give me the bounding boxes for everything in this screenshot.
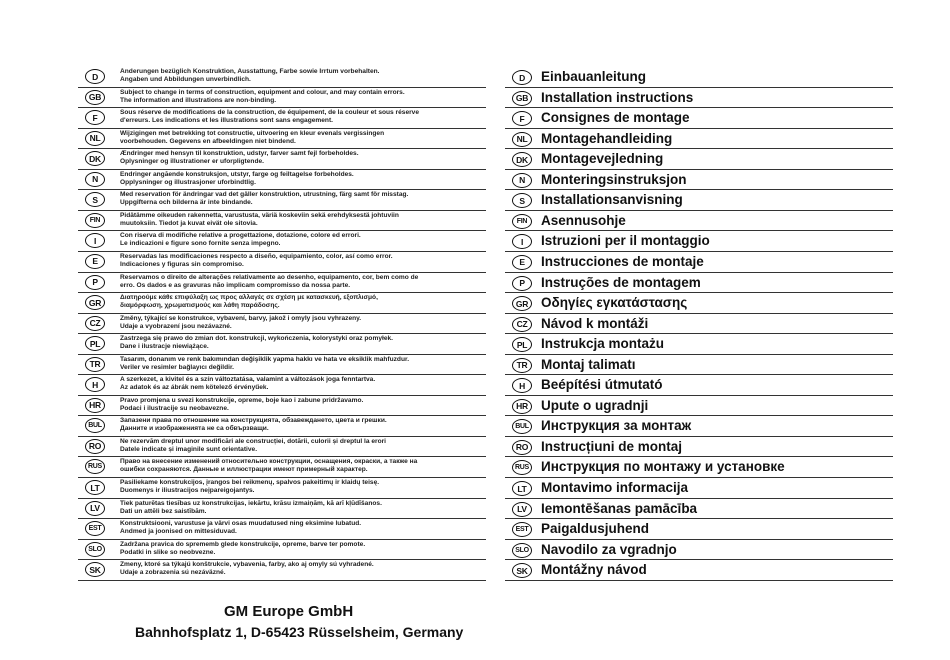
instruction-title: Instruções de montagem (541, 274, 701, 290)
row-divider-left (78, 148, 486, 149)
instruction-title: Iemontēšanas pamācība (541, 500, 698, 516)
row-divider-left (78, 395, 486, 396)
language-badge-right: LV (512, 502, 532, 517)
disclaimer-line-2: Dane i ilustracje niewiążące. (120, 343, 209, 351)
language-badge-left: NL (85, 131, 105, 146)
instruction-title: Montážny návod (541, 562, 647, 578)
row-divider-left (78, 333, 486, 334)
row-divider-left (78, 354, 486, 355)
language-badge-left: TR (85, 357, 105, 372)
language-badge-right: D (512, 70, 532, 85)
language-badge-left: P (85, 275, 105, 290)
language-badge-right: FIN (512, 214, 532, 229)
language-badge-right: S (512, 193, 532, 208)
row-divider-right (505, 559, 893, 560)
disclaimer-line-2: Veriler ve resimler bağlayıcı değildir. (120, 363, 234, 371)
instruction-title: Montaj talimatı (541, 356, 636, 372)
language-badge-left: EST (85, 521, 105, 536)
disclaimer-line-1: Право на внесение изменений относительно конструкции, оснащения, окраски, а также на (120, 458, 418, 466)
disclaimer-line-2: Uppgifterna och bilderna är inte bindande. (120, 199, 253, 207)
instruction-title: Upute o ugradnji (541, 397, 649, 413)
disclaimer-line-2: muutoksiin. Tiedot ja kuvat eivät ole sitovia. (120, 219, 258, 227)
disclaimer-line-2: Údaje a zobrazenia sú nezáväzné. (120, 569, 226, 577)
row-divider-left (78, 415, 486, 416)
disclaimer-line-2: Opplysninger og illustrasjoner uforbindtlig. (120, 178, 256, 186)
instruction-title: Installation instructions (541, 89, 694, 105)
instruction-title: Οδηγίες εγκατάστασης (541, 295, 688, 311)
row-divider-right (505, 148, 893, 149)
instruction-title: Monteringsinstruksjon (541, 171, 687, 187)
disclaimer-line-1: A szerkezet, a kivitel és a szín változtatása, valamint a változások joga fenntartva. (120, 376, 376, 384)
disclaimer-line-1: Med reservation för ändringar vad det gäller konstruktion, utrustning, färg samt för misstag. (120, 191, 409, 199)
disclaimer-line-1: Reservamos o direito de alterações relativamente ao desenho, equipamento, cor, bem como de (120, 273, 419, 281)
row-divider-right (505, 539, 893, 540)
language-badge-left: GB (85, 90, 105, 105)
row-divider-right (505, 374, 893, 375)
disclaimer-line-2: The information and illustrations are non-binding. (120, 96, 277, 104)
language-badge-left: FIN (85, 213, 105, 228)
language-badge-right: I (512, 234, 532, 249)
language-badge-left: SK (85, 562, 105, 577)
instruction-title: Navodilo za vgradnjo (541, 541, 677, 557)
disclaimer-line-1: Sous réserve de modifications de la construction, de équipement, de la couleur et sous réserve (120, 109, 420, 117)
row-divider-right (505, 395, 893, 396)
language-badge-right: TR (512, 358, 532, 373)
footer-company: GM Europe GmbH (224, 603, 354, 620)
row-divider-right (505, 230, 893, 231)
instruction-title: Montagevejledning (541, 151, 664, 167)
row-divider-right (505, 456, 893, 457)
row-divider-right (505, 498, 893, 499)
language-badge-right: CZ (512, 317, 532, 332)
footer-address: Bahnhofsplatz 1, D-65423 Rüsselsheim, Germany (135, 624, 464, 640)
disclaimer-line-2: Данните и изображенията не са обвързващи. (120, 425, 269, 433)
language-badge-right: SK (512, 563, 532, 578)
disclaimer-line-2: Indicaciones y figuras sin compromiso. (120, 260, 244, 268)
language-badge-right: PL (512, 337, 532, 352)
row-divider-left (78, 189, 486, 190)
row-divider-left (78, 313, 486, 314)
instruction-title: Montagehandleiding (541, 130, 673, 146)
row-divider-right (505, 436, 893, 437)
disclaimer-line-2: d'erreurs. Les indications et les illustrations sont sans engagement. (120, 117, 333, 125)
row-divider-left (78, 518, 486, 519)
row-divider-left (78, 580, 486, 581)
language-badge-right: HR (512, 399, 532, 414)
language-badge-left: GR (85, 295, 105, 310)
instruction-title: Инструкция за монтаж (541, 418, 692, 434)
disclaimer-line-2: erro. Os dados e as gravuras não implicam compromisso da nossa parte. (120, 281, 351, 289)
disclaimer-line-1: Zmeny, ktoré sa týkajú konštrukcie, vybavenia, farby, ako aj omyly sú vyhradené. (120, 561, 374, 569)
instruction-title: Instrucciones de montaje (541, 253, 704, 269)
language-badge-left: S (85, 192, 105, 207)
language-badge-left: I (85, 233, 105, 248)
language-badge-left: LT (85, 480, 105, 495)
disclaimer-line-1: Zadržana pravica do sprememb glede konstrukcije, opreme, barve ter pomote. (120, 540, 366, 548)
language-badge-left: DK (85, 151, 105, 166)
disclaimer-line-2: voorbehouden. Gegevens en afbeeldingen niet bindend. (120, 137, 296, 145)
row-divider-right (505, 333, 893, 334)
language-badge-left: PL (85, 336, 105, 351)
row-divider-left (78, 230, 486, 231)
language-badge-right: LT (512, 481, 532, 496)
row-divider-left (78, 251, 486, 252)
disclaimer-line-1: Zastrzega się prawo do zmian dot. konstrukcji, wykończenia, kolorystyki oraz pomyłek. (120, 335, 393, 343)
row-divider-left (78, 477, 486, 478)
row-divider-right (505, 354, 893, 355)
language-badge-right: GB (512, 91, 532, 106)
row-divider-right (505, 477, 893, 478)
instruction-title: Instrucțiuni de montaj (541, 438, 683, 454)
disclaimer-line-2: Angaben und Abbildungen unverbindlich. (120, 76, 251, 83)
row-divider-left (78, 87, 486, 88)
disclaimer-line-1: Con riserva di modifiche relative a progettazione, dotazione, colore ed errori. (120, 232, 361, 240)
row-divider-right (505, 518, 893, 519)
instruction-title: Asennusohje (541, 212, 626, 228)
disclaimer-line-2: Andmed ja joonised on mittesiduvad. (120, 528, 237, 536)
row-divider-right (505, 580, 893, 581)
disclaimer-line-2: Az adatok és az ábrák nem kötelező érvényűek. (120, 384, 269, 392)
language-badge-left: HR (85, 398, 105, 413)
row-divider-right (505, 107, 893, 108)
language-badge-right: DK (512, 152, 532, 167)
disclaimer-line-1: Διατηρούμε κάθε επιφύλαξη ως προς αλλαγές σε σχέση με κατασκευή, εξοπλισμό, (120, 294, 378, 302)
language-badge-right: E (512, 255, 532, 270)
language-badge-right: P (512, 276, 532, 291)
language-badge-left: SLO (85, 542, 105, 557)
disclaimer-line-1: Konstruktsiooni, varustuse ja värvi osas muudatused ning eksimine lubatud. (120, 520, 362, 528)
disclaimer-line-1: Pidätämme oikeuden rakennetta, varustusta, väriä koskeviin sekä erehdyksestä johtuviin (120, 211, 399, 219)
disclaimer-line-1: Ne rezervăm dreptul unor modificări ale construcției, dotării, culorii și dreptul la erori (120, 437, 387, 445)
disclaimer-line-1: Запазени права по отношение на конструкцията, обзавеждането, цвета и грешки. (120, 417, 387, 425)
disclaimer-line-1: Änderungen bezüglich Konstruktion, Ausstattung, Farbe sowie Irrtum vorbehalten. (120, 68, 380, 75)
disclaimer-line-2: Duomenys ir iliustracijos neįpareigojantys. (120, 487, 255, 494)
language-badge-left: D (85, 69, 105, 84)
row-divider-right (505, 210, 893, 211)
instruction-title: Beépítési útmutató (541, 377, 663, 393)
language-badge-right: RO (512, 440, 532, 455)
disclaimer-line-1: Tiek paturētas tiesības uz konstrukcijas, iekārtu, krāsu izmaiņām, kā arī kļūdīšanos. (120, 499, 382, 507)
row-divider-left (78, 272, 486, 273)
language-badge-left: LV (85, 501, 105, 516)
row-divider-left (78, 498, 486, 499)
language-badge-right: SLO (512, 543, 532, 558)
language-badge-right: H (512, 378, 532, 393)
disclaimer-line-2: διαμόρφωση, χρωματισμούς και λάθη παράδοσης. (120, 302, 280, 310)
language-badge-right: RUS (512, 460, 532, 475)
row-divider-right (505, 272, 893, 273)
language-badge-left: N (85, 172, 105, 187)
row-divider-right (505, 87, 893, 88)
language-badge-right: NL (512, 132, 532, 147)
language-badge-left: CZ (85, 316, 105, 331)
language-badge-right: BUL (512, 419, 532, 434)
disclaimer-line-2: Dati un attēli bez saistībām. (120, 507, 207, 515)
row-divider-left (78, 436, 486, 437)
row-divider-right (505, 169, 893, 170)
row-divider-right (505, 415, 893, 416)
instruction-title: Montavimo informacija (541, 480, 689, 495)
disclaimer-line-2: Podatki in slike so neobvezne. (120, 548, 216, 556)
disclaimer-line-2: Podaci i ilustracije su neobavezne. (120, 404, 229, 412)
language-badge-right: EST (512, 522, 532, 537)
instruction-title: Consignes de montage (541, 110, 690, 126)
instruction-title: Instrukcja montażu (541, 336, 665, 352)
row-divider-left (78, 559, 486, 560)
disclaimer-line-1: Pravo promjena u svezi konstrukcije, opreme, boje kao i zabune pridržavamo. (120, 396, 364, 404)
disclaimer-line-1: Pasiliekame konstrukcijos, įrangos bei reikmenų, spalvos pakeitimų ir klaidų teisę. (120, 479, 380, 486)
row-divider-right (505, 313, 893, 314)
language-badge-right: F (512, 111, 532, 126)
instruction-title: Paigaldusjuhend (541, 521, 650, 537)
disclaimer-line-1: Wijzigingen met betrekking tot constructie, uitvoering en kleur evenals vergissingen (120, 129, 385, 137)
row-divider-left (78, 107, 486, 108)
row-divider-right (505, 189, 893, 190)
language-badge-left: RO (85, 439, 105, 454)
row-divider-right (505, 292, 893, 293)
disclaimer-line-2: ошибки сохраняются. Данные и иллюстрации имеют примерный характер. (120, 466, 368, 474)
language-badge-left: F (85, 110, 105, 125)
row-divider-left (78, 292, 486, 293)
disclaimer-line-1: Změny, týkající se konstrukce, vybavení, barvy, jakož i omyly jsou vyhrazeny. (120, 314, 362, 322)
language-badge-left: E (85, 254, 105, 269)
instruction-title: Návod k montáži (541, 315, 649, 331)
instruction-title: Installationsanvisning (541, 192, 683, 208)
row-divider-left (78, 169, 486, 170)
row-divider-right (505, 128, 893, 129)
row-divider-left (78, 128, 486, 129)
disclaimer-line-1: Tasarım, donanım ve renk bakımından değişiklik yapma hakkı ve hata ve eksiklik mahfuzdur. (120, 355, 410, 363)
disclaimer-line-2: Údaje a vyobrazení jsou nezávazné. (120, 322, 232, 330)
disclaimer-line-2: Oplysninger og illustrationer er uforpligtende. (120, 158, 264, 166)
language-badge-left: BUL (85, 418, 105, 433)
instruction-title: Einbauanleitung (541, 69, 647, 84)
instruction-title: Istruzioni per il montaggio (541, 233, 710, 249)
instruction-title: Инструкция по монтажу и установке (541, 459, 785, 475)
row-divider-right (505, 251, 893, 252)
row-divider-left (78, 456, 486, 457)
disclaimer-line-2: Datele indicate și imaginile sunt orientative. (120, 445, 258, 453)
row-divider-left (78, 539, 486, 540)
disclaimer-line-2: Le indicazioni e figure sono fornite senza impegno. (120, 240, 281, 248)
disclaimer-line-1: Endringer angående konstruksjon, utstyr, farge og feiltagelse forbeholdes. (120, 170, 354, 178)
disclaimer-line-1: Subject to change in terms of construction, equipment and colour, and may contain errors. (120, 88, 405, 96)
disclaimer-line-1: Reservadas las modificaciones respecto a diseño, equipamiento, color, así como error. (120, 252, 393, 260)
row-divider-left (78, 374, 486, 375)
language-badge-right: N (512, 173, 532, 188)
language-badge-left: RUS (85, 459, 105, 474)
disclaimer-line-1: Ændringer med hensyn til konstruktion, udstyr, farver samt fejl forbeholdes. (120, 150, 359, 158)
language-badge-left: H (85, 377, 105, 392)
language-badge-right: GR (512, 296, 532, 311)
row-divider-left (78, 210, 486, 211)
